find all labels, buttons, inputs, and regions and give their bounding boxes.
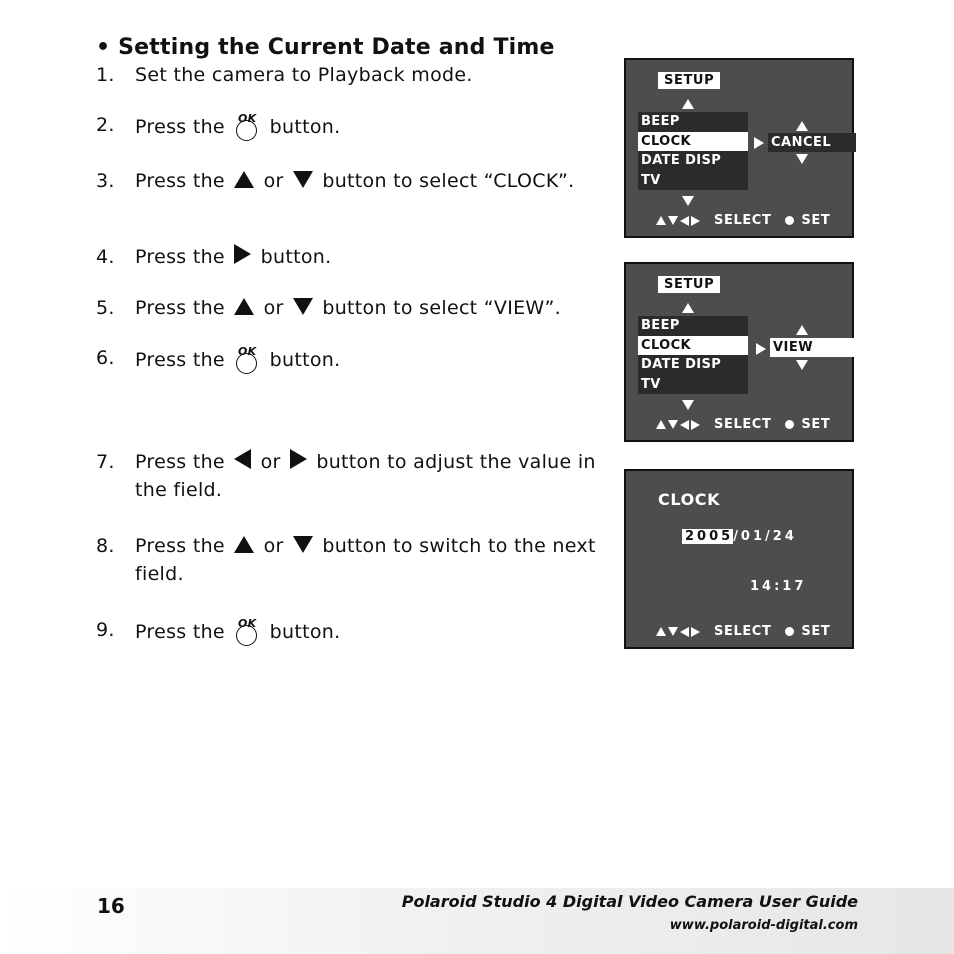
step-text-mid: or	[260, 451, 281, 473]
set-dot-icon	[785, 216, 794, 225]
year-field-selected: 2005	[682, 529, 733, 544]
up-arrow-icon	[234, 298, 254, 315]
option-down-arrow-icon	[796, 360, 808, 370]
step-7	[96, 448, 605, 504]
nav-arrows-icon	[656, 420, 702, 430]
menu-item-beep: BEEP	[641, 114, 680, 129]
step-number: 5.	[96, 297, 115, 319]
step-1	[96, 61, 605, 89]
ok-button-icon	[234, 344, 260, 374]
step-text-mid: or	[263, 535, 284, 557]
step-3	[96, 167, 605, 195]
down-arrow-icon	[293, 171, 313, 188]
menu-item-beep: BEEP	[641, 318, 680, 333]
menu-down-arrow-icon	[682, 196, 694, 206]
guide-url: www.polaroid-digital.com	[669, 918, 858, 933]
menu-down-arrow-icon	[682, 400, 694, 410]
step-number: 1.	[96, 64, 115, 86]
clock-date	[682, 529, 797, 544]
menu-item-clock: CLOCK	[638, 132, 748, 152]
option-view: VIEW	[770, 338, 854, 357]
section-heading: • Setting the Current Date and Time	[96, 35, 555, 60]
step-text	[135, 532, 605, 588]
option-cancel: CANCEL	[768, 133, 856, 152]
right-arrow-icon	[290, 449, 307, 469]
step-text-post: button to switch to the next field.	[135, 535, 596, 585]
camera-screen-setup-view	[624, 262, 854, 442]
set-label: SET	[801, 213, 831, 228]
step-text-pre: Press the	[135, 116, 225, 138]
option-down-arrow-icon	[796, 154, 808, 164]
page-number: 16	[97, 894, 125, 918]
menu-item-date-disp: DATE DISP	[641, 357, 722, 372]
step-text-post: button to adjust the value in the field.	[135, 451, 596, 501]
screen-footer	[656, 417, 830, 432]
step-text	[135, 448, 605, 504]
screen-title: CLOCK	[658, 490, 721, 509]
pointer-arrow-icon	[754, 137, 764, 149]
step-text-mid: or	[263, 297, 284, 319]
option-up-arrow-icon	[796, 325, 808, 335]
down-arrow-icon	[293, 536, 313, 553]
step-text	[135, 243, 605, 271]
screen-footer	[656, 624, 830, 639]
step-number: 4.	[96, 246, 115, 268]
step-text-post: button.	[260, 246, 332, 268]
up-arrow-icon	[234, 171, 254, 188]
step-text	[135, 294, 605, 322]
option-up-arrow-icon	[796, 121, 808, 131]
left-arrow-icon	[234, 449, 251, 469]
step-9	[96, 616, 605, 646]
step-4	[96, 243, 605, 271]
step-number: 9.	[96, 619, 115, 641]
screen-title: SETUP	[658, 276, 720, 293]
step-text	[135, 167, 605, 195]
step-text-post: button.	[269, 621, 341, 643]
set-dot-icon	[785, 420, 794, 429]
step-number: 3.	[96, 170, 115, 192]
ok-button-icon	[234, 616, 260, 646]
select-label: SELECT	[714, 213, 772, 228]
ok-label: OK	[238, 112, 257, 125]
menu-up-arrow-icon	[682, 303, 694, 313]
step-text-pre: Press the	[135, 349, 225, 371]
step-2	[96, 111, 605, 141]
setup-menu	[638, 316, 748, 394]
screen-title: SETUP	[658, 72, 720, 89]
set-label: SET	[801, 417, 831, 432]
ok-button-icon	[234, 111, 260, 141]
camera-screen-setup-cancel	[624, 58, 854, 238]
step-number: 6.	[96, 347, 115, 369]
step-number: 2.	[96, 114, 115, 136]
step-text-post: button.	[269, 349, 341, 371]
menu-item-tv: TV	[641, 172, 661, 188]
pointer-arrow-icon	[756, 343, 766, 355]
menu-item-tv: TV	[641, 376, 661, 392]
select-label: SELECT	[714, 624, 772, 639]
up-arrow-icon	[234, 536, 254, 553]
step-text: Set the camera to Playback mode.	[135, 64, 473, 86]
guide-title: Polaroid Studio 4 Digital Video Camera User Guide	[401, 892, 858, 911]
set-dot-icon	[785, 627, 794, 636]
step-text-post: button to select “VIEW”.	[322, 297, 561, 319]
step-text-post: button to select “CLOCK”.	[322, 170, 575, 192]
step-number: 8.	[96, 535, 115, 557]
step-number: 7.	[96, 451, 115, 473]
step-text	[135, 344, 605, 374]
step-8	[96, 532, 605, 588]
step-text-pre: Press the	[135, 451, 225, 473]
clock-time: 14:17	[750, 579, 807, 594]
step-text-pre: Press the	[135, 170, 225, 192]
step-text-pre: Press the	[135, 297, 225, 319]
step-5	[96, 294, 605, 322]
camera-screen-clock	[624, 469, 854, 649]
menu-item-date-disp: DATE DISP	[641, 153, 722, 168]
step-text	[135, 616, 605, 646]
right-arrow-icon	[234, 244, 251, 264]
step-text-pre: Press the	[135, 535, 225, 557]
menu-up-arrow-icon	[682, 99, 694, 109]
menu-item-clock: CLOCK	[638, 336, 748, 356]
step-text-mid: or	[263, 170, 284, 192]
setup-menu	[638, 112, 748, 190]
select-label: SELECT	[714, 417, 772, 432]
screen-footer	[656, 213, 830, 228]
step-text-post: button.	[269, 116, 341, 138]
step-6	[96, 344, 605, 374]
step-text-pre: Press the	[135, 246, 225, 268]
set-label: SET	[801, 624, 831, 639]
ok-label: OK	[238, 617, 257, 630]
nav-arrows-icon	[656, 627, 702, 637]
ok-label: OK	[238, 345, 257, 358]
nav-arrows-icon	[656, 216, 702, 226]
date-rest: /01/24	[733, 529, 797, 544]
step-text	[135, 111, 605, 141]
down-arrow-icon	[293, 298, 313, 315]
step-text-pre: Press the	[135, 621, 225, 643]
